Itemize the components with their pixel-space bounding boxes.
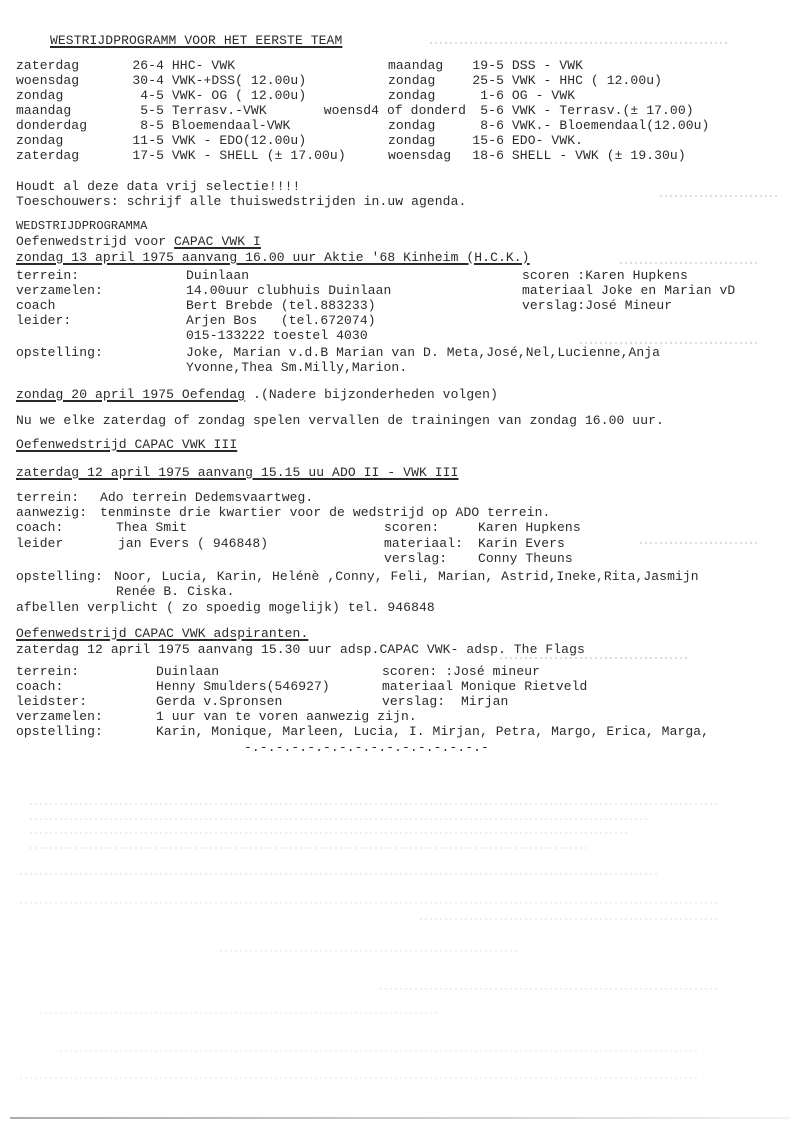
detail-value: jan Evers ( 946848) — [118, 536, 269, 551]
bleed-through — [640, 542, 760, 544]
side-note: verslag:José Mineur — [522, 298, 673, 313]
detail-value: Karin, Monique, Marleen, Lucia, I. Mirjan, Petra, Margo, Erica, Marga, — [156, 724, 710, 739]
side-note: verslag: Mirjan — [382, 694, 509, 709]
detail-value: 1 uur van te voren aanwezig zijn. — [156, 709, 417, 724]
bleed-through — [380, 988, 720, 990]
bleed-through — [40, 1012, 440, 1014]
bleed-through — [30, 832, 630, 834]
detail-label: opstelling: — [16, 569, 103, 584]
schedule-row: zaterdag 17-5 VWK - SHELL (± 17.00u) — [16, 148, 346, 163]
detail-value: Gerda v.Spronsen — [156, 694, 283, 709]
detail-label: leider — [16, 536, 64, 551]
section-heading: WEDSTRIJDPROGRAMMA — [16, 219, 148, 233]
selection-note: Houdt al deze data vrij selectie!!!! — [16, 179, 301, 194]
detail-label: opstelling: — [16, 724, 103, 739]
detail-label: terrein: — [16, 490, 80, 505]
afbellen-note: afbellen verplicht ( zo spoedig mogelijk) tel. 946848 — [16, 600, 435, 615]
detail-value: Yvonne,Thea Sm.Milly,Marion. — [186, 360, 408, 375]
bleed-through — [580, 342, 760, 344]
detail-label: coach: — [16, 679, 64, 694]
detail-label: verzamelen: — [16, 283, 103, 298]
detail-label: terrein: — [16, 268, 80, 283]
schedule-row: woensdag 18-6 SHELL - VWK (± 19.30u) — [388, 148, 686, 163]
match-line: zaterdag 12 april 1975 aanvang 15.15 uu ADO II - VWK III — [16, 465, 459, 480]
divider-line: -.-.-.-.-.-.-.-.-.-.-.-.-.-.-.- — [244, 740, 489, 755]
schedule-row: zondag 1-6 OG - VWK — [388, 88, 576, 103]
side-note: materiaal Monique Rietveld — [382, 679, 588, 694]
schedule-row: zaterdag 26-4 HHC- VWK — [16, 58, 236, 73]
match-line: zaterdag 12 april 1975 aanvang 15.30 uur adsp.CAPAC VWK- adsp. The Flags — [16, 642, 585, 657]
bleed-through — [660, 195, 780, 197]
side-value: Conny Theuns — [478, 551, 573, 566]
detail-value: Joke, Marian v.d.B Marian van D. Meta,José,Nel,Lucienne,Anja — [186, 345, 661, 360]
detail-label: leider: — [16, 313, 72, 328]
bleed-through — [30, 847, 590, 849]
bleed-through — [420, 918, 720, 920]
detail-label: terrein: — [16, 664, 80, 679]
side-note: scoren: :José mineur — [382, 664, 541, 679]
bleed-through — [620, 262, 760, 264]
detail-value: Bert Brebde (tel.883233) — [186, 298, 376, 313]
bleed-through — [60, 1050, 700, 1052]
schedule-row: maandag 19-5 DSS - VWK — [388, 58, 584, 73]
bleed-through — [20, 1077, 700, 1079]
side-label: materiaal: — [384, 536, 464, 551]
detail-label: verzamelen: — [16, 709, 103, 724]
bleed-through — [20, 873, 660, 875]
schedule-row: woensd4 of donderd 5-6 VWK - Terrasv.(± 17.00) — [323, 103, 694, 118]
bleed-through — [500, 657, 690, 659]
side-note: scoren :Karen Hupkens — [522, 268, 688, 283]
side-value: Karen Hupkens — [478, 520, 581, 535]
match-line: zondag 13 april 1975 aanvang 16.00 uur Aktie '68 Kinheim (H.C.K.) — [16, 250, 530, 265]
schedule-row: zondag 11-5 VWK - EDO(12.00u) — [16, 133, 307, 148]
section-subheading: Oefenwedstrijd voor CAPAC VWK I — [16, 234, 261, 249]
side-label: scoren: — [384, 520, 440, 535]
schedule-row: zondag 8-6 VWK.- Bloemendaal(12.00u) — [388, 118, 710, 133]
schedule-row: donderdag 8-5 Bloemendaal-VWK — [16, 118, 291, 133]
detail-value: Ado terrein Dedemsvaartweg. — [100, 490, 314, 505]
side-note: materiaal Joke en Marian vD — [522, 283, 736, 298]
detail-value: Duinlaan — [186, 268, 250, 283]
detail-value: Thea Smit — [116, 520, 188, 535]
spectators-note: Toeschouwers: schrijf alle thuiswedstrijden in.uw agenda. — [16, 194, 467, 209]
detail-value: 14.00uur clubhuis Duinlaan — [186, 283, 392, 298]
schedule-row: woensdag 30-4 VWK-+DSS( 12.00u) — [16, 73, 307, 88]
detail-label: aanwezig: — [16, 505, 88, 520]
section-heading: Oefenwedstrijd CAPAC VWK adspiranten. — [16, 626, 309, 641]
section-heading: Oefenwedstrijd CAPAC VWK III — [16, 437, 238, 452]
oefendag-line: zondag 20 april 1975 Oefendag .(Nadere bijzonderheden volgen) — [16, 387, 498, 402]
side-label: verslag: — [384, 551, 448, 566]
detail-value: Noor, Lucia, Karin, Helénè ,Conny, Feli, Marian, Astrid,Ineke,Rita,Jasmijn — [114, 569, 699, 584]
document-title: WESTRIJDPROGRAMM VOOR HET EERSTE TEAM — [50, 33, 343, 48]
bleed-through — [30, 818, 650, 820]
detail-label: leidster: — [16, 694, 88, 709]
detail-value: Renée B. Ciska. — [116, 584, 235, 599]
schedule-row: zondag 15-6 EDO- VWK. — [388, 133, 584, 148]
schedule-row: zondag 25-5 VWK - HHC ( 12.00u) — [388, 73, 663, 88]
bleed-through — [20, 902, 720, 904]
page-edge — [10, 1117, 790, 1119]
detail-value: Arjen Bos (tel.672074) — [186, 313, 376, 328]
schedule-row: maandag 5-5 Terrasv.-VWK — [16, 103, 267, 118]
detail-label: opstelling: — [16, 345, 103, 360]
detail-value: tenminste drie kwartier voor de wedstrijd op ADO terrein. — [100, 505, 551, 520]
bleed-through — [220, 950, 520, 952]
detail-value: Henny Smulders(546927) — [156, 679, 330, 694]
side-value: Karin Evers — [478, 536, 565, 551]
bleed-through — [30, 803, 720, 805]
schedule-row: zondag 4-5 VWK- OG ( 12.00u) — [16, 88, 307, 103]
detail-value: 015-133222 toestel 4030 — [186, 328, 368, 343]
detail-label: coach: — [16, 520, 64, 535]
detail-value: Duinlaan — [156, 664, 220, 679]
detail-label: coach — [16, 298, 56, 313]
bleed-through — [430, 42, 730, 44]
training-note: Nu we elke zaterdag of zondag spelen vervallen de trainingen van zondag 16.00 uur. — [16, 413, 664, 428]
